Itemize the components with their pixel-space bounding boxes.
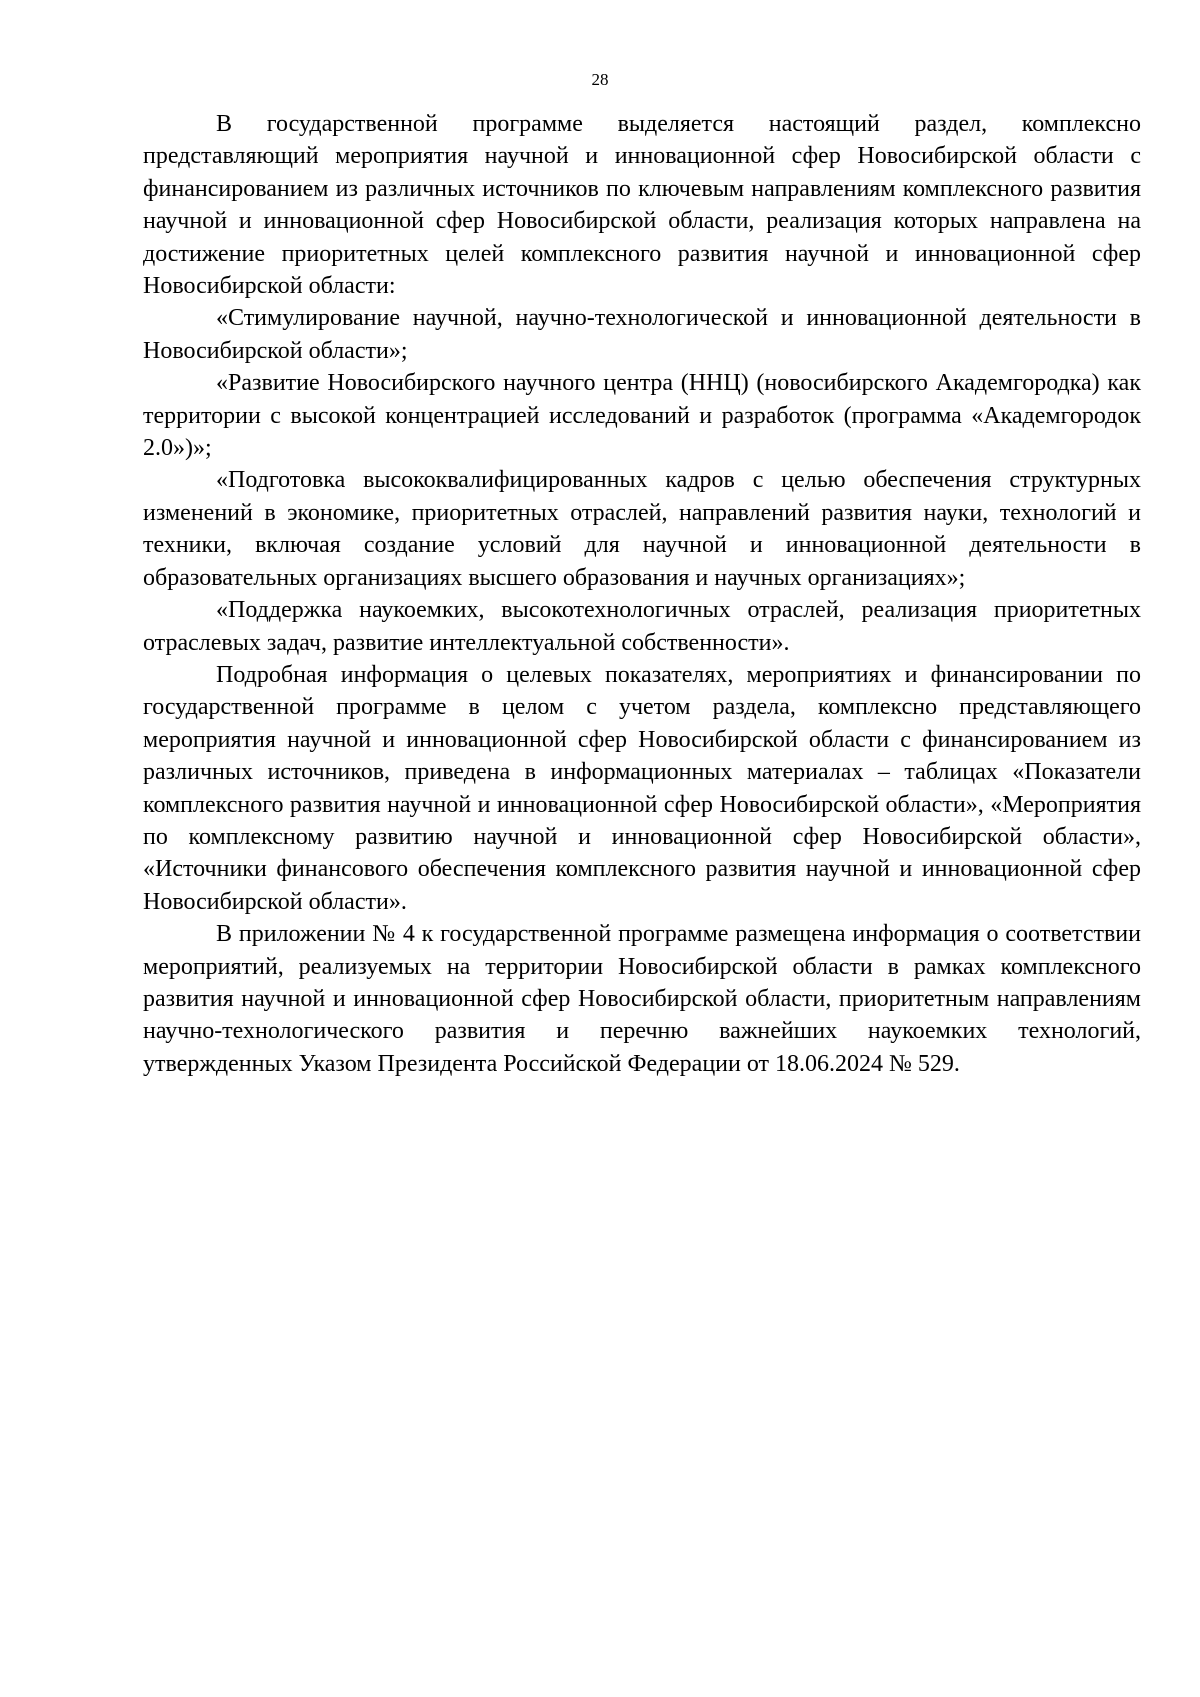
paragraph-intro: В государственной программе выделяется настоящий раздел, комплексно представляющий мероприятия научной и инновационной сфер Новосибирской области с финансированием из различных источников по ключевым направлениям комплексного развития научной и инновационной сфер Новосибирской области, реализация которых направлена на достижение приоритетных целей комплексного развития научной и инновационной сфер Новосибирской области:	[143, 111, 1141, 300]
paragraph-direction-2: «Развитие Новосибирского научного центра (ННЦ) (новосибирского Академгородка) как территории с высокой концентрацией исследований и разработок (программа «Академгородок 2.0»)»;	[143, 370, 1141, 462]
page-number: 28	[591, 70, 609, 89]
paragraph-direction-1: «Стимулирование научной, научно-технологической и инновационной деятельности в Новосибирской области»;	[143, 305, 1141, 364]
paragraph-direction-4: «Поддержка наукоемких, высокотехнологичных отраслей, реализация приоритетных отраслевых задач, развитие интеллектуальной собственности».	[143, 597, 1141, 656]
paragraph-appendix: В приложении № 4 к государственной программе размещена информация о соответствии мероприятий, реализуемых на территории Новосибирской области в рамках комплексного развития научной и инновационной сфер Новосибирской области, приоритетным направлениям научно-технологического развития и перечню важнейших наукоемких технологий, утвержденных Указом Президента Российской Федерации от 18.06.2024 № 529.	[143, 921, 1141, 1077]
document-body	[143, 108, 1141, 1080]
paragraph-details: Подробная информация о целевых показателях, мероприятиях и финансировании по государственной программе в целом с учетом раздела, комплексно представляющего мероприятия научной и инновационной сфер Новосибирской области с финансированием из различных источников, приведена в информационных материалах – таблицах «Показатели комплексного развития научной и инновационной сфер Новосибирской области», «Мероприятия по комплексному развитию научной и инновационной сфер Новосибирской области», «Источники финансового обеспечения комплексного развития научной и инновационной сфер Новосибирской области».	[143, 661, 1141, 915]
paragraph-direction-3: «Подготовка высококвалифицированных кадров с целью обеспечения структурных изменений в экономике, приоритетных отраслей, направлений развития науки, технологий и техники, включая создание условий для научной и инновационной деятельности в образовательных организациях высшего образования и научных организациях»;	[143, 467, 1141, 591]
